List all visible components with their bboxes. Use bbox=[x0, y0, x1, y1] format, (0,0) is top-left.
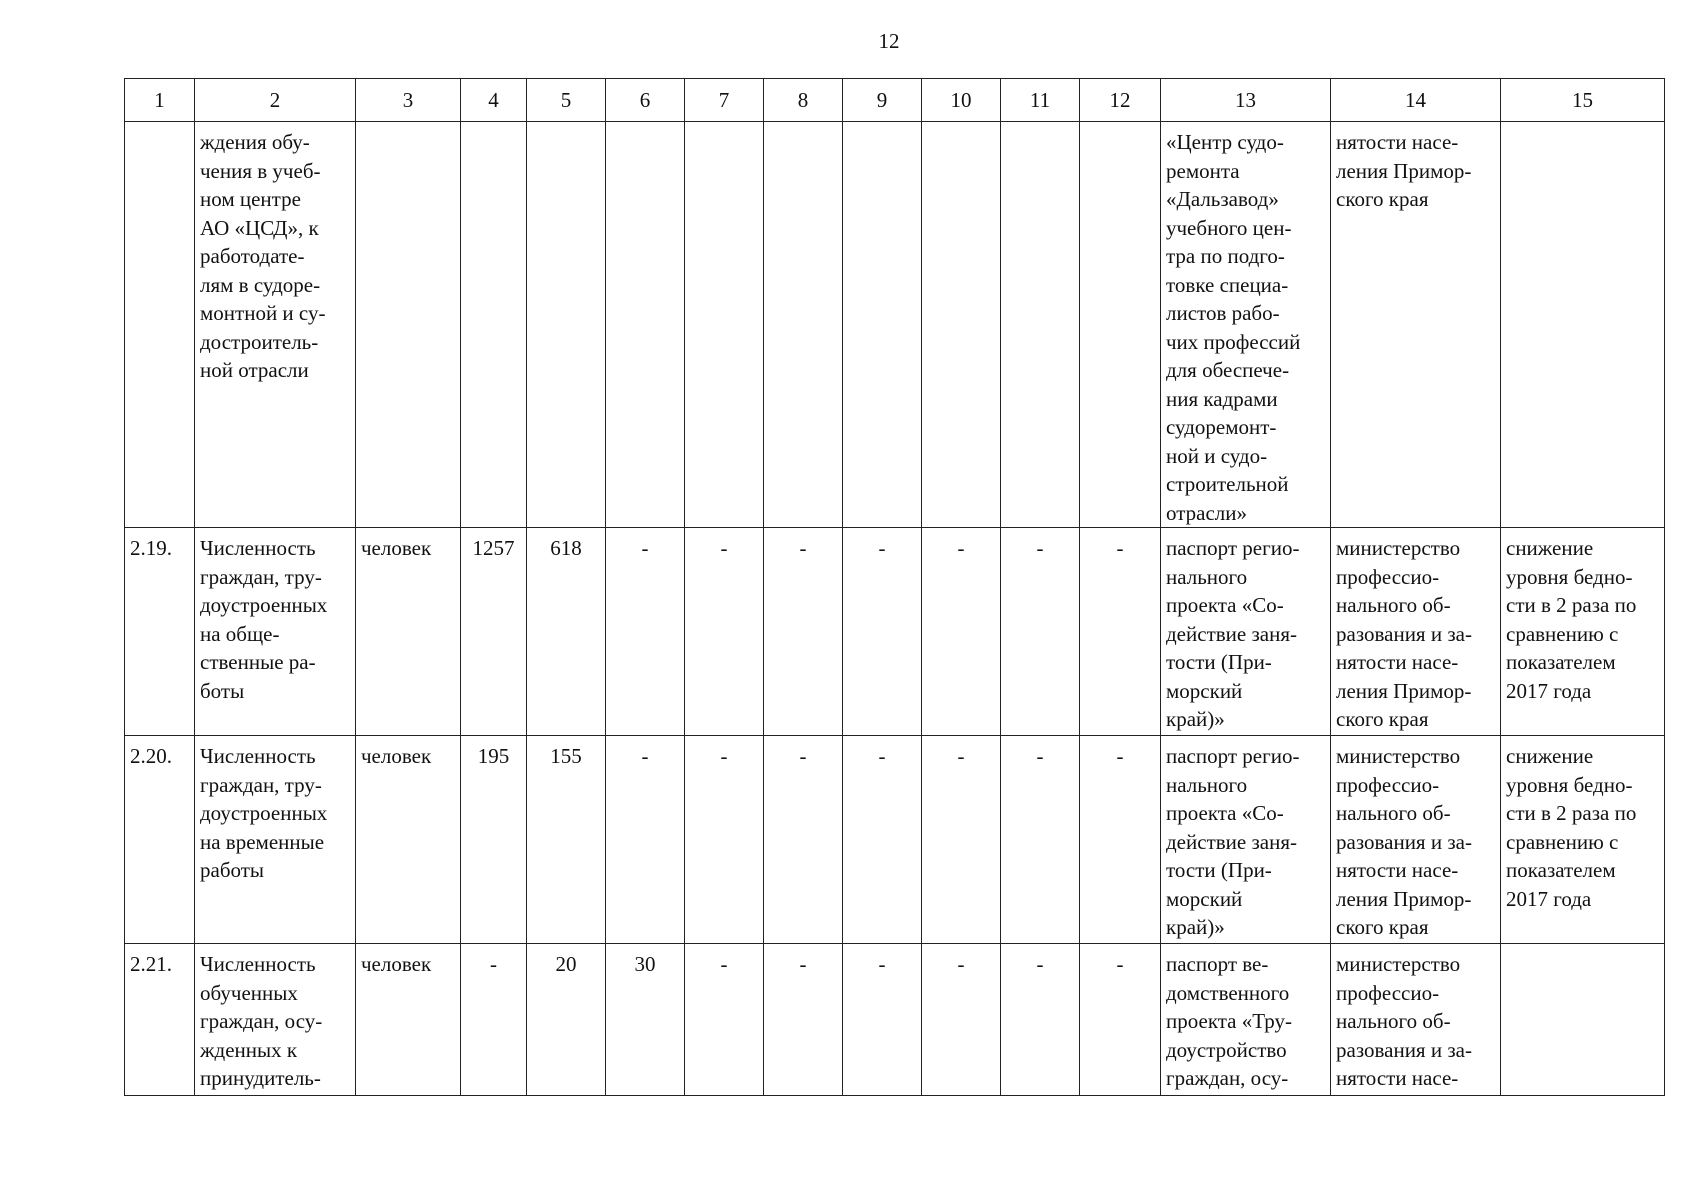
table-cell-col-2 bbox=[195, 528, 356, 736]
table-cell-col-8: - bbox=[764, 944, 843, 1096]
cell-text-line: нятости насе- bbox=[1336, 650, 1459, 674]
table-row bbox=[125, 944, 1665, 1096]
table-cell-col-8: - bbox=[764, 736, 843, 944]
cell-text-line: чих профессий bbox=[1166, 329, 1301, 354]
cell-text-line: уровня бедно- bbox=[1506, 772, 1633, 797]
cell-text-line: проекта «Со- bbox=[1166, 593, 1284, 617]
column-header: 2 bbox=[195, 79, 356, 122]
table-cell-col-12: - bbox=[1080, 944, 1161, 1096]
cell-text-line: ления Примор- bbox=[1336, 886, 1472, 911]
cell-text-line: проекта «Со- bbox=[1166, 801, 1284, 825]
cell-text-line: ной и судо- bbox=[1166, 443, 1268, 468]
cell-text-line: на временные bbox=[200, 829, 325, 854]
cell-text-line: министерство bbox=[1336, 536, 1461, 560]
table-cell-col-10: - bbox=[922, 736, 1001, 944]
cell-text-line: тости (При- bbox=[1166, 650, 1272, 674]
table-cell-col-10 bbox=[922, 122, 1001, 528]
table-cell-col-9: - bbox=[843, 736, 922, 944]
cell-text-line: граждан, тру- bbox=[200, 564, 322, 589]
table-cell-col-15 bbox=[1501, 944, 1665, 1096]
column-header: 1 bbox=[125, 79, 195, 122]
cell-text-line: АО «ЦСД», к bbox=[200, 215, 319, 240]
table-cell-col-11: - bbox=[1001, 528, 1080, 736]
table-cell-col-5 bbox=[527, 122, 606, 528]
cell-text-line: на обще- bbox=[200, 621, 280, 646]
cell-text-line: работодате- bbox=[200, 244, 305, 268]
table-cell-col-12: - bbox=[1080, 528, 1161, 736]
cell-text-line: доустроенных bbox=[200, 593, 328, 617]
cell-text-line: граждан, тру- bbox=[200, 772, 322, 797]
table-cell-col-11: - bbox=[1001, 944, 1080, 1096]
cell-text-line: министерство bbox=[1336, 744, 1461, 768]
cell-text-line: уровня бедно- bbox=[1506, 564, 1633, 589]
table-cell-col-1: 2.20. bbox=[125, 736, 195, 944]
table-cell-col-14 bbox=[1331, 944, 1501, 1096]
table-cell-col-2 bbox=[195, 736, 356, 944]
table-cell-col-14 bbox=[1331, 122, 1501, 528]
cell-text-line: паспорт ве- bbox=[1166, 952, 1269, 976]
table-cell-col-2 bbox=[195, 944, 356, 1096]
table-row bbox=[125, 528, 1665, 736]
cell-text-line: нального bbox=[1166, 564, 1248, 589]
table-cell-col-9 bbox=[843, 122, 922, 528]
cell-text-line: снижение bbox=[1506, 536, 1594, 560]
cell-text-line: боты bbox=[200, 678, 245, 703]
table-cell-col-1 bbox=[125, 122, 195, 528]
table-row bbox=[125, 122, 1665, 528]
table-cell-col-5: 20 bbox=[527, 944, 606, 1096]
cell-text-line: товке специа- bbox=[1166, 272, 1289, 297]
cell-text-line: ния кадрами bbox=[1166, 386, 1278, 411]
table-cell-col-4: - bbox=[461, 944, 527, 1096]
table-cell-col-2 bbox=[195, 122, 356, 528]
table-cell-col-14 bbox=[1331, 528, 1501, 736]
cell-text-line: учебного цен- bbox=[1166, 215, 1292, 240]
cell-text-line: для обеспече- bbox=[1166, 358, 1290, 382]
cell-text-line: лям в судоре- bbox=[200, 272, 321, 297]
cell-text-line: работы bbox=[200, 858, 265, 882]
table-cell-col-12: - bbox=[1080, 736, 1161, 944]
table-cell-col-9: - bbox=[843, 944, 922, 1096]
column-header: 11 bbox=[1001, 79, 1080, 122]
column-header: 13 bbox=[1161, 79, 1331, 122]
cell-text-line: профессио- bbox=[1336, 564, 1440, 589]
cell-text-line: нального об- bbox=[1336, 593, 1451, 617]
table-cell-col-7 bbox=[685, 122, 764, 528]
cell-text-line: нятости насе- bbox=[1336, 1066, 1459, 1090]
cell-text-line: доустройство bbox=[1166, 1037, 1287, 1062]
table-cell-col-4: 1257 bbox=[461, 528, 527, 736]
column-header: 5 bbox=[527, 79, 606, 122]
cell-text-line: 2017 года bbox=[1506, 886, 1592, 911]
column-header: 14 bbox=[1331, 79, 1501, 122]
cell-text-line: показателем bbox=[1506, 858, 1616, 882]
table-cell-col-13 bbox=[1161, 528, 1331, 736]
cell-text-line: монтной и су- bbox=[200, 301, 326, 325]
cell-text-line: строительной bbox=[1166, 472, 1289, 496]
cell-text-line: жденных к bbox=[200, 1037, 298, 1062]
cell-text-line: доустроенных bbox=[200, 801, 328, 825]
table-cell-col-7: - bbox=[685, 528, 764, 736]
table-cell-col-14 bbox=[1331, 736, 1501, 944]
cell-text-line: сти в 2 раза по bbox=[1506, 593, 1637, 617]
cell-text-line: «Дальзавод» bbox=[1166, 187, 1279, 211]
cell-text-line: паспорт регио- bbox=[1166, 536, 1300, 560]
cell-text-line: министерство bbox=[1336, 952, 1461, 976]
cell-text-line: граждан, осу- bbox=[1166, 1066, 1289, 1090]
table-cell-col-6: 30 bbox=[606, 944, 685, 1096]
cell-text-line: профессио- bbox=[1336, 980, 1440, 1005]
column-header: 7 bbox=[685, 79, 764, 122]
cell-text-line: 2017 года bbox=[1506, 678, 1592, 703]
cell-text-line: судоремонт- bbox=[1166, 415, 1277, 439]
table-cell-col-7: - bbox=[685, 736, 764, 944]
cell-text-line: Численность bbox=[200, 744, 316, 768]
column-header: 8 bbox=[764, 79, 843, 122]
table-cell-col-11: - bbox=[1001, 736, 1080, 944]
column-header: 4 bbox=[461, 79, 527, 122]
table-cell-col-3: человек bbox=[356, 528, 461, 736]
table-cell-col-15 bbox=[1501, 122, 1665, 528]
column-header: 15 bbox=[1501, 79, 1665, 122]
cell-text-line: нятости насе- bbox=[1336, 130, 1459, 154]
cell-text-line: «Центр судо- bbox=[1166, 130, 1284, 154]
cell-text-line: сравнению с bbox=[1506, 621, 1619, 646]
cell-text-line: морский bbox=[1166, 678, 1243, 703]
table-cell-col-9: - bbox=[843, 528, 922, 736]
table-cell-col-11 bbox=[1001, 122, 1080, 528]
cell-text-line: Численность bbox=[200, 536, 316, 560]
table-cell-col-15 bbox=[1501, 528, 1665, 736]
cell-text-line: показателем bbox=[1506, 650, 1616, 674]
cell-text-line: ского края bbox=[1336, 915, 1429, 939]
table-cell-col-10: - bbox=[922, 528, 1001, 736]
table-cell-col-4: 195 bbox=[461, 736, 527, 944]
cell-text-line: нального bbox=[1166, 772, 1248, 797]
cell-text-line: нального об- bbox=[1336, 1009, 1451, 1033]
cell-text-line: ремонта bbox=[1166, 158, 1240, 183]
cell-text-line: тра по подго- bbox=[1166, 244, 1285, 268]
table-cell-col-3 bbox=[356, 122, 461, 528]
cell-text-line: листов рабо- bbox=[1166, 301, 1280, 325]
cell-text-line: граждан, осу- bbox=[200, 1009, 323, 1033]
table-cell-col-6: - bbox=[606, 736, 685, 944]
table-cell-col-13 bbox=[1161, 122, 1331, 528]
cell-text-line: чения в учеб- bbox=[200, 158, 321, 183]
column-header: 9 bbox=[843, 79, 922, 122]
cell-text-line: паспорт регио- bbox=[1166, 744, 1300, 768]
table-cell-col-1: 2.19. bbox=[125, 528, 195, 736]
cell-text-line: профессио- bbox=[1336, 772, 1440, 797]
table-cell-col-7: - bbox=[685, 944, 764, 1096]
cell-text-line: край)» bbox=[1166, 707, 1225, 731]
table-cell-col-6 bbox=[606, 122, 685, 528]
table-cell-col-5: 618 bbox=[527, 528, 606, 736]
table-cell-col-3: человек bbox=[356, 944, 461, 1096]
header-row bbox=[125, 79, 1665, 122]
table-cell-col-5: 155 bbox=[527, 736, 606, 944]
column-header: 12 bbox=[1080, 79, 1161, 122]
cell-text-line: ления Примор- bbox=[1336, 678, 1472, 703]
cell-text-line: отрасли» bbox=[1166, 500, 1248, 525]
cell-text-line: ственные ра- bbox=[200, 650, 316, 674]
cell-text-line: принудитель- bbox=[200, 1066, 321, 1090]
cell-text-line: ждения обу- bbox=[200, 130, 310, 154]
column-header: 6 bbox=[606, 79, 685, 122]
cell-text-line: обученных bbox=[200, 980, 298, 1005]
cell-text-line: действие заня- bbox=[1166, 829, 1297, 854]
cell-text-line: ления Примор- bbox=[1336, 158, 1472, 183]
table-cell-col-13 bbox=[1161, 944, 1331, 1096]
cell-text-line: край)» bbox=[1166, 915, 1225, 939]
table-cell-col-3: человек bbox=[356, 736, 461, 944]
table-cell-col-13 bbox=[1161, 736, 1331, 944]
cell-text-line: нального об- bbox=[1336, 801, 1451, 825]
cell-text-line: проекта «Тру- bbox=[1166, 1009, 1292, 1033]
cell-text-line: Численность bbox=[200, 952, 316, 976]
cell-text-line: действие заня- bbox=[1166, 621, 1297, 646]
cell-text-line: ной отрасли bbox=[200, 358, 309, 382]
column-header: 10 bbox=[922, 79, 1001, 122]
cell-text-line: сти в 2 раза по bbox=[1506, 801, 1637, 825]
page-number: 12 bbox=[878, 29, 900, 53]
cell-text-line: ном центре bbox=[200, 187, 301, 211]
table-cell-col-12 bbox=[1080, 122, 1161, 528]
cell-text-line: достроитель- bbox=[200, 329, 319, 354]
table-cell-col-4 bbox=[461, 122, 527, 528]
table-cell-col-6: - bbox=[606, 528, 685, 736]
cell-text-line: тости (При- bbox=[1166, 858, 1272, 882]
cell-text-line: нятости насе- bbox=[1336, 858, 1459, 882]
cell-text-line: разования и за- bbox=[1336, 829, 1472, 854]
table-cell-col-10: - bbox=[922, 944, 1001, 1096]
table-cell-col-8 bbox=[764, 122, 843, 528]
cell-text-line: ского края bbox=[1336, 187, 1429, 211]
cell-text-line: разования и за- bbox=[1336, 621, 1472, 646]
cell-text-line: ского края bbox=[1336, 707, 1429, 731]
table-cell-col-8: - bbox=[764, 528, 843, 736]
table-cell-col-1: 2.21. bbox=[125, 944, 195, 1096]
cell-text-line: сравнению с bbox=[1506, 829, 1619, 854]
cell-text-line: морский bbox=[1166, 886, 1243, 911]
indicators-table bbox=[124, 78, 1665, 1096]
cell-text-line: домственного bbox=[1166, 980, 1290, 1005]
table-row bbox=[125, 736, 1665, 944]
table-cell-col-15 bbox=[1501, 736, 1665, 944]
cell-text-line: разования и за- bbox=[1336, 1037, 1472, 1062]
cell-text-line: снижение bbox=[1506, 744, 1594, 768]
column-header: 3 bbox=[356, 79, 461, 122]
